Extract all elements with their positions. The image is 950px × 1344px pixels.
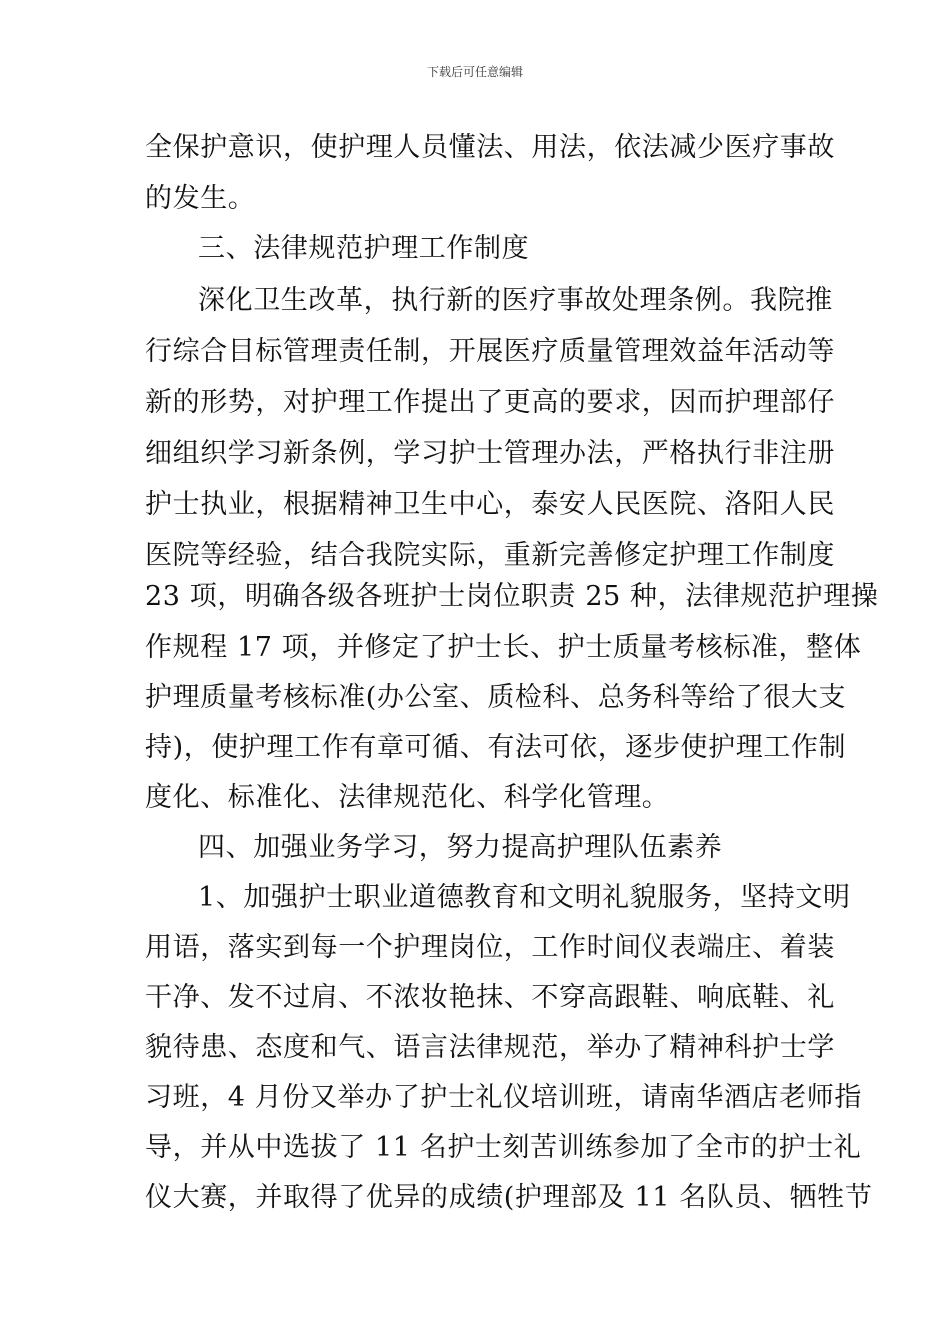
text-line: 习班，4 月份又举办了护士礼仪培训班，请南华酒店老师指 bbox=[145, 1082, 862, 1113]
text-line: 的发生。 bbox=[145, 183, 256, 214]
text-line: 深化卫生改革，执行新的医疗事故处理条例。我院推 bbox=[198, 285, 833, 316]
text-line: 作规程 17 项，并修定了护士长、护士质量考核标准，整体 bbox=[145, 632, 862, 663]
text-line: 全保护意识，使护理人员懂法、用法，依法减少医疗事故 bbox=[145, 132, 835, 163]
text-line: 导，并从中选拔了 11 名护士刻苦训练参加了全市的护士礼 bbox=[145, 1132, 862, 1163]
text-line: 细组织学习新条例，学习护士管理办法，严格执行非注册 bbox=[145, 438, 835, 469]
text-line: 仪大赛，并取得了优异的成绩(护理部及 11 名队员、牺牲节 bbox=[145, 1182, 873, 1213]
text-line: 貌待患、态度和气、语言法律规范，举办了精神科护士学 bbox=[145, 1032, 835, 1063]
text-line: 医院等经验，结合我院实际，重新完善修定护理工作制度 bbox=[145, 540, 835, 571]
page-header: 下载后可任意编辑 bbox=[426, 65, 523, 79]
section-heading: 三、法律规范护理工作制度 bbox=[198, 233, 530, 264]
text-line: 1、加强护士职业道德教育和文明礼貌服务，坚持文明 bbox=[198, 882, 851, 913]
text-line: 护士执业，根据精神卫生中心，泰安人民医院、洛阳人民 bbox=[145, 489, 835, 520]
text-line: 新的形势，对护理工作提出了更高的要求，因而护理部仔 bbox=[145, 387, 835, 418]
text-line: 持)，使护理工作有章可循、有法可依，逐步使护理工作制 bbox=[145, 732, 847, 763]
text-line: 行综合目标管理责任制，开展医疗质量管理效益年活动等 bbox=[145, 336, 835, 367]
text-line: 23 项，明确各级各班护士岗位职责 25 种，法律规范护理操 bbox=[145, 581, 879, 612]
text-line: 干净、发不过肩、不浓妆艳抹、不穿高跟鞋、响底鞋、礼 bbox=[145, 982, 835, 1013]
text-line: 用语，落实到每一个护理岗位，工作时间仪表端庄、着装 bbox=[145, 932, 835, 963]
text-line: 度化、标准化、法律规范化、科学化管理。 bbox=[145, 782, 670, 813]
text-line: 护理质量考核标准(办公室、质检科、总务科等给了很大支 bbox=[145, 682, 847, 713]
section-heading: 四、加强业务学习，努力提高护理队伍素养 bbox=[198, 832, 723, 863]
